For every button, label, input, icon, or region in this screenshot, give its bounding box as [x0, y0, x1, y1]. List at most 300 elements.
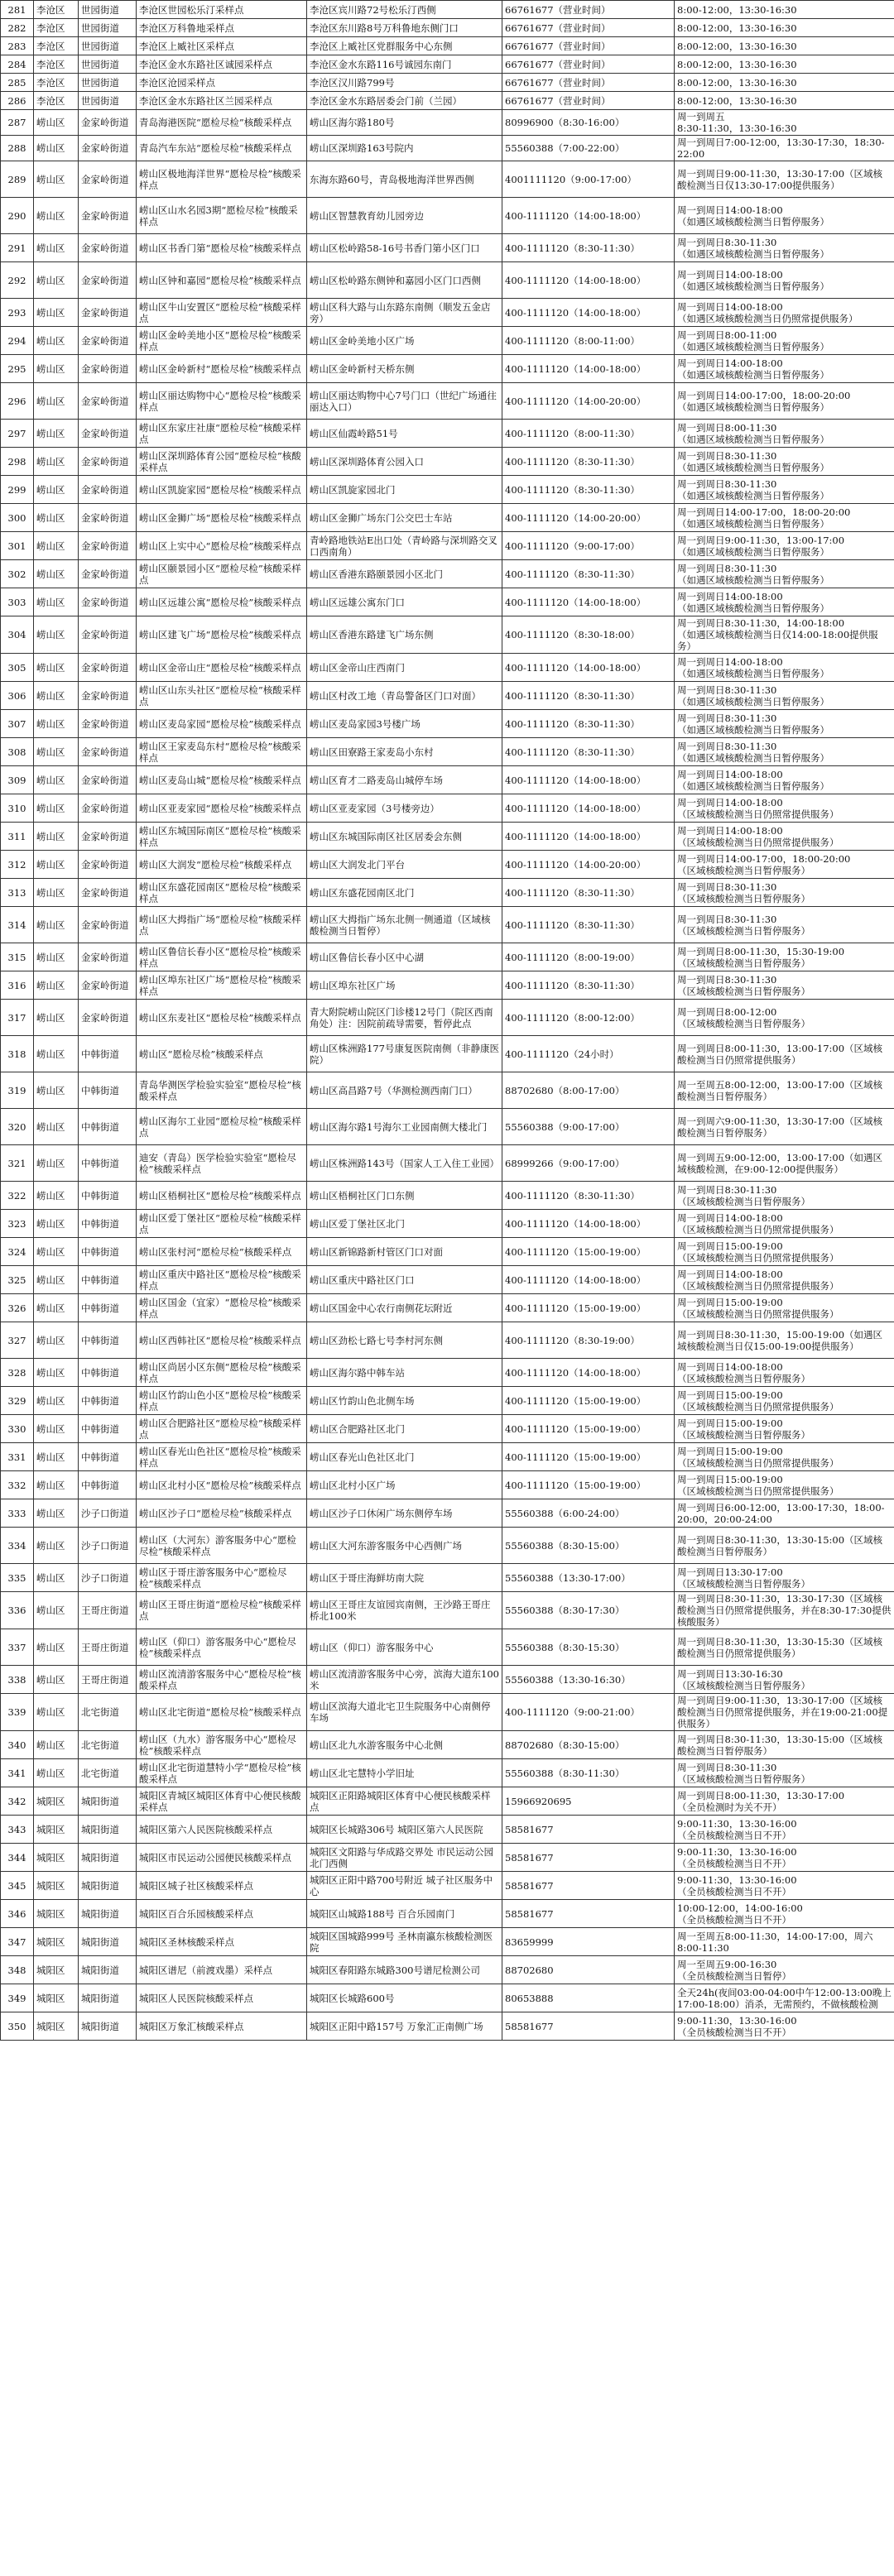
row-district: 崂山区 [34, 532, 79, 560]
row-address: 崂山区金狮广场东门公交巴士车站 [307, 504, 502, 532]
row-number: 290 [1, 198, 34, 234]
row-phone: 400-1111120（9:00-21:00） [502, 1694, 675, 1731]
row-number: 344 [1, 1844, 34, 1872]
row-address: 城阳区文阳路与华成路交界处 市民运动公园北门西侧 [307, 1844, 502, 1872]
row-site-name: 崂山区亚麦家园“愿检尽检”核酸采样点 [137, 794, 307, 823]
row-number: 311 [1, 823, 34, 851]
row-address: 城阳区国城路999号 圣林南瀛东核酸检测医院 [307, 1928, 502, 1956]
row-site-name: 崂山区金狮广场“愿检尽检”核酸采样点 [137, 504, 307, 532]
row-number: 300 [1, 504, 34, 532]
table-row [1, 1984, 894, 2012]
row-street: 世园街道 [79, 19, 137, 37]
row-district: 城阳区 [34, 1928, 79, 1956]
row-district: 崂山区 [34, 766, 79, 794]
row-hours: 周一到周日14:00-18:00 （区域核酸检测当日仍照常提供服务） [675, 1266, 894, 1294]
row-street: 城阳街道 [79, 1928, 137, 1956]
row-site-name: 崂山区（九水）游客服务中心“愿检尽检”核酸采样点 [137, 1731, 307, 1759]
row-site-name: 崂山区西韩社区“愿检尽检”核酸采样点 [137, 1322, 307, 1359]
row-site-name: 崂山区远雄公寓“愿检尽检”核酸采样点 [137, 588, 307, 616]
table-row [1, 794, 894, 823]
table-row [1, 1872, 894, 1900]
table-row [1, 1266, 894, 1294]
row-hours: 周一到周日8:30-11:30 （区域核酸检测当日暂停服务） [675, 879, 894, 907]
row-number: 341 [1, 1759, 34, 1787]
row-district: 崂山区 [34, 907, 79, 943]
row-phone: 400-1111120（8:30-11:30） [502, 448, 675, 476]
row-site-name: 崂山区大润发“愿检尽检”核酸采样点 [137, 851, 307, 879]
row-district: 崂山区 [34, 1629, 79, 1666]
row-address: 崂山区远雄公寓东门口 [307, 588, 502, 616]
row-number: 319 [1, 1072, 34, 1109]
row-street: 中韩街道 [79, 1182, 137, 1210]
table-row [1, 234, 894, 262]
row-district: 崂山区 [34, 1759, 79, 1787]
row-number: 335 [1, 1564, 34, 1592]
row-number: 285 [1, 74, 34, 92]
row-phone: 400-1111120（14:00-18:00） [502, 654, 675, 682]
row-district: 崂山区 [34, 1036, 79, 1072]
row-address: 崂山区爱丁堡社区北门 [307, 1210, 502, 1238]
row-district: 崂山区 [34, 234, 79, 262]
row-phone: 58581677 [502, 1844, 675, 1872]
row-street: 中韩街道 [79, 1322, 137, 1359]
row-phone: 400-1111120（14:00-18:00） [502, 1266, 675, 1294]
row-address: 崂山区北村小区广场 [307, 1471, 502, 1499]
row-hours: 9:00-11:30，13:30-16:00 （全员核酸检测当日不开） [675, 1844, 894, 1872]
row-phone: 400-1111120（9:00-17:00） [502, 532, 675, 560]
row-number: 345 [1, 1872, 34, 1900]
row-number: 313 [1, 879, 34, 907]
row-district: 李沧区 [34, 92, 79, 110]
row-phone: 55560388（8:30-17:30） [502, 1592, 675, 1629]
row-street: 城阳街道 [79, 1872, 137, 1900]
row-street: 中韩街道 [79, 1109, 137, 1145]
row-site-name: 崂山区丽达购物中心“愿检尽检”核酸采样点 [137, 383, 307, 420]
row-hours: 周一到周日8:30-11:30，14:00-18:00 （如遇区域核酸检测当日仅14:00-18:00提供服务） [675, 616, 894, 654]
row-street: 金家岭街道 [79, 907, 137, 943]
table-row [1, 198, 894, 234]
row-number: 308 [1, 738, 34, 766]
table-row [1, 1731, 894, 1759]
row-address: 崂山区合肥路社区北门 [307, 1415, 502, 1443]
table-row [1, 654, 894, 682]
row-site-name: 青岛华测医学检验实验室“愿检尽检”核酸采样点 [137, 1072, 307, 1109]
row-district: 崂山区 [34, 383, 79, 420]
row-district: 崂山区 [34, 616, 79, 654]
row-site-name: 崂山区北村小区“愿检尽检”核酸采样点 [137, 1471, 307, 1499]
row-street: 中韩街道 [79, 1359, 137, 1387]
row-number: 318 [1, 1036, 34, 1072]
row-number: 295 [1, 355, 34, 383]
row-address: 崂山区新锦路新村管区门口对面 [307, 1238, 502, 1266]
row-district: 崂山区 [34, 1694, 79, 1731]
table-row [1, 1592, 894, 1629]
row-site-name: 崂山区沙子口“愿检尽检”核酸采样点 [137, 1499, 307, 1528]
row-site-name: 崂山区钟和嘉园“愿检尽检”核酸采样点 [137, 262, 307, 299]
table-row [1, 92, 894, 110]
row-site-name: 崂山区东家庄社康“愿检尽检”核酸采样点 [137, 420, 307, 448]
row-address: 崂山区东城国际南区社区居委会东侧 [307, 823, 502, 851]
row-hours: 周一到周日14:00-17:00，18:00-20:00 （如遇区域核酸检测当日暂停服务） [675, 383, 894, 420]
row-number: 328 [1, 1359, 34, 1387]
row-address: 城阳区正阳中路157号 万象汇正南侧广场 [307, 2012, 502, 2041]
row-district: 城阳区 [34, 1787, 79, 1816]
row-hours: 周一到周日9:00-11:30，13:30-17:00（区域核酸检测当日仅13:30-17:00提供服务） [675, 161, 894, 198]
row-site-name: 崂山区流清游客服务中心“愿检尽检”核酸采样点 [137, 1666, 307, 1694]
row-site-name: 崂山区东麦社区“愿检尽检”核酸采样点 [137, 1000, 307, 1036]
row-street: 金家岭街道 [79, 355, 137, 383]
row-street: 中韩街道 [79, 1210, 137, 1238]
row-number: 312 [1, 851, 34, 879]
row-district: 崂山区 [34, 738, 79, 766]
row-district: 城阳区 [34, 1816, 79, 1844]
table-row [1, 1072, 894, 1109]
table-row [1, 766, 894, 794]
row-site-name: 城阳区城子社区核酸采样点 [137, 1872, 307, 1900]
row-phone: 88702680（8:30-15:00） [502, 1731, 675, 1759]
row-street: 金家岭街道 [79, 161, 137, 198]
row-address: 崂山区香港东路建飞广场东侧 [307, 616, 502, 654]
table-row [1, 1629, 894, 1666]
row-phone: 400-1111120（14:00-20:00） [502, 383, 675, 420]
row-phone: 400-1111120（8:30-11:30） [502, 476, 675, 504]
row-district: 崂山区 [34, 1666, 79, 1694]
row-street: 金家岭街道 [79, 532, 137, 560]
row-site-name: 崂山区山水名园3期“愿检尽检”核酸采样点 [137, 198, 307, 234]
row-address: 崂山区海尔路1号海尔工业园南侧大楼北门 [307, 1109, 502, 1145]
row-phone: 400-1111120（8:00-11:00） [502, 327, 675, 355]
row-hours: 周一到周日8:30-11:30，13:30-17:30（区域核酸检测当日仍照常提供服务，并在8:30-17:30提供核酸服务） [675, 1592, 894, 1629]
row-site-name: 崂山区“愿检尽检”核酸采样点 [137, 1036, 307, 1072]
row-address: 崂山区北宅慧特小学旧址 [307, 1759, 502, 1787]
row-phone: 400-1111120（14:00-18:00） [502, 355, 675, 383]
row-address: 崂山区丽达购物中心7号门口（世纪广场通往丽达入口） [307, 383, 502, 420]
row-district: 城阳区 [34, 1956, 79, 1984]
row-number: 327 [1, 1322, 34, 1359]
row-street: 中韩街道 [79, 1471, 137, 1499]
row-district: 李沧区 [34, 1, 79, 19]
row-hours: 周一到周日14:00-18:00 （如遇区域核酸检测当日暂停服务） [675, 654, 894, 682]
row-phone: 80996900（8:30-16:00） [502, 110, 675, 136]
row-number: 340 [1, 1731, 34, 1759]
row-site-name: 青岛汽车东站“愿检尽检”核酸采样点 [137, 136, 307, 161]
table-row [1, 971, 894, 1000]
row-number: 297 [1, 420, 34, 448]
row-number: 310 [1, 794, 34, 823]
row-street: 金家岭街道 [79, 943, 137, 971]
row-site-name: 城阳区万象汇核酸采样点 [137, 2012, 307, 2041]
table-row [1, 37, 894, 55]
row-street: 城阳街道 [79, 1900, 137, 1928]
row-street: 中韩街道 [79, 1294, 137, 1322]
row-street: 金家岭街道 [79, 476, 137, 504]
row-site-name: 崂山区极地海洋世界“愿检尽检”核酸采样点 [137, 161, 307, 198]
row-address: 崂山区凯旋家园北门 [307, 476, 502, 504]
row-address: 崂山区株洲路143号（国家人工入住工业园） [307, 1145, 502, 1182]
row-hours: 周一到周日14:00-18:00 （区域核酸检测当日暂停服务） [675, 1359, 894, 1387]
row-site-name: 崂山区王哥庄街道“愿检尽检”核酸采样点 [137, 1592, 307, 1629]
row-district: 崂山区 [34, 1210, 79, 1238]
row-phone: 66761677（营业时间） [502, 74, 675, 92]
row-hours: 周一到周日15:00-19:00 （区域核酸检测当日暂停服务） [675, 1415, 894, 1443]
row-address: 崂山区育才二路麦岛山城停车场 [307, 766, 502, 794]
row-phone: 55560388（8:30-15:30） [502, 1629, 675, 1666]
row-number: 286 [1, 92, 34, 110]
row-number: 283 [1, 37, 34, 55]
row-hours: 周一到周日8:30-11:30 （区域核酸检测当日暂停服务） [675, 1182, 894, 1210]
row-address: 崂山区高昌路7号（华测检测西南门口） [307, 1072, 502, 1109]
table-row [1, 1844, 894, 1872]
row-site-name: 崂山区颐景园小区“愿检尽检”核酸采样点 [137, 560, 307, 588]
row-district: 崂山区 [34, 1145, 79, 1182]
row-phone: 15966920695 [502, 1787, 675, 1816]
row-site-name: 崂山区麦岛家园“愿检尽检”核酸采样点 [137, 710, 307, 738]
row-phone: 400-1111120（8:30-11:30） [502, 907, 675, 943]
row-address: 崂山区大拇指广场东北侧一侧通道（区域核酸检测当日暂停） [307, 907, 502, 943]
row-number: 339 [1, 1694, 34, 1731]
row-number: 347 [1, 1928, 34, 1956]
row-address: 崂山区于哥庄海鲜坊南大院 [307, 1564, 502, 1592]
row-address: 崂山区松岭路东侧钟和嘉园小区门口西侧 [307, 262, 502, 299]
row-phone: 400-1111120（24小时） [502, 1036, 675, 1072]
row-street: 世园街道 [79, 74, 137, 92]
row-phone: 66761677（营业时间） [502, 37, 675, 55]
row-phone: 88702680（8:00-17:00） [502, 1072, 675, 1109]
row-street: 金家岭街道 [79, 1000, 137, 1036]
row-phone: 55560388（7:00-22:00） [502, 136, 675, 161]
row-site-name: 崂山区爱丁堡社区“愿检尽检”核酸采样点 [137, 1210, 307, 1238]
row-site-name: 崂山区金岭美地小区“愿检尽检”核酸采样点 [137, 327, 307, 355]
row-number: 291 [1, 234, 34, 262]
row-address: 崂山区劲松七路七号李村河东侧 [307, 1322, 502, 1359]
row-street: 城阳街道 [79, 1787, 137, 1816]
table-row [1, 532, 894, 560]
row-street: 沙子口街道 [79, 1564, 137, 1592]
row-address: 崂山区北九水游客服务中心北侧 [307, 1731, 502, 1759]
row-address: 崂山区株洲路177号康复医院南侧（非静康医院） [307, 1036, 502, 1072]
row-hours: 周一到周日8:00-11:30，13:30-17:00 （全员检测时为关不开） [675, 1787, 894, 1816]
row-address: 崂山区智慧教育幼儿园旁边 [307, 198, 502, 234]
row-district: 崂山区 [34, 943, 79, 971]
row-district: 崂山区 [34, 823, 79, 851]
row-street: 金家岭街道 [79, 794, 137, 823]
row-phone: 400-1111120（15:00-19:00） [502, 1294, 675, 1322]
table-row [1, 1, 894, 19]
row-phone: 400-1111120（14:00-18:00） [502, 198, 675, 234]
row-site-name: 李沧区世园松乐汀采样点 [137, 1, 307, 19]
row-phone: 55560388（8:30-15:00） [502, 1528, 675, 1564]
row-district: 崂山区 [34, 1471, 79, 1499]
row-site-name: 城阳区谱尼（前渡戏墨）采样点 [137, 1956, 307, 1984]
row-district: 崂山区 [34, 327, 79, 355]
table-row [1, 1900, 894, 1928]
row-number: 324 [1, 1238, 34, 1266]
row-phone: 58581677 [502, 1900, 675, 1928]
row-number: 331 [1, 1443, 34, 1471]
row-phone: 400-1111120（15:00-19:00） [502, 1387, 675, 1415]
row-hours: 周一至周五9:00-16:30 （全员核酸检测当日暂停） [675, 1956, 894, 1984]
row-hours: 8:00-12:00，13:30-16:30 [675, 19, 894, 37]
table-row [1, 1816, 894, 1844]
row-site-name: 崂山区北宅街道“愿检尽检”核酸采样点 [137, 1694, 307, 1731]
row-district: 城阳区 [34, 1984, 79, 2012]
row-address: 城阳区正阳路城阳区体育中心便民核酸采样点 [307, 1787, 502, 1816]
row-hours: 周一到周日13:30-16:30 （区域核酸检测当日暂停服务） [675, 1666, 894, 1694]
row-address: 崂山区村改工地（青岛警备区门口对面） [307, 682, 502, 710]
row-hours: 8:00-12:00，13:30-16:30 [675, 1, 894, 19]
row-district: 城阳区 [34, 1844, 79, 1872]
row-street: 金家岭街道 [79, 654, 137, 682]
row-hours: 周一到周日14:00-18:00 （如遇区域核酸检测当日暂停服务） [675, 588, 894, 616]
row-phone: 400-1111120（8:30-11:30） [502, 879, 675, 907]
row-number: 325 [1, 1266, 34, 1294]
table-row [1, 355, 894, 383]
row-number: 326 [1, 1294, 34, 1322]
row-number: 316 [1, 971, 34, 1000]
row-address: 城阳区长城路306号 城阳区第六人民医院 [307, 1816, 502, 1844]
row-number: 296 [1, 383, 34, 420]
table-row [1, 1499, 894, 1528]
row-phone: 400-1111120（8:00-19:00） [502, 943, 675, 971]
row-district: 崂山区 [34, 1000, 79, 1036]
row-street: 金家岭街道 [79, 327, 137, 355]
row-hours: 周一到周日15:00-19:00 （区域核酸检测当日仍照常提供服务） [675, 1238, 894, 1266]
row-district: 李沧区 [34, 74, 79, 92]
row-district: 城阳区 [34, 1900, 79, 1928]
row-district: 崂山区 [34, 682, 79, 710]
row-street: 城阳街道 [79, 1816, 137, 1844]
row-address: 李沧区东川路8号万科鲁地东侧门口 [307, 19, 502, 37]
row-address: 李沧区汉川路799号 [307, 74, 502, 92]
row-hours: 周一至周五8:00-12:00，13:00-17:00（区域核酸检测当日暂停服务） [675, 1072, 894, 1109]
table-row [1, 1359, 894, 1387]
row-phone: 400-1111120（8:30-11:30） [502, 1182, 675, 1210]
row-address: 崂山区沙子口休闲广场东侧停车场 [307, 1499, 502, 1528]
row-district: 崂山区 [34, 1182, 79, 1210]
row-district: 崂山区 [34, 198, 79, 234]
row-number: 338 [1, 1666, 34, 1694]
row-hours: 8:00-12:00，13:30-16:30 [675, 92, 894, 110]
table-row [1, 1210, 894, 1238]
row-district: 崂山区 [34, 1528, 79, 1564]
row-street: 金家岭街道 [79, 448, 137, 476]
row-district: 城阳区 [34, 2012, 79, 2041]
row-phone: 66761677（营业时间） [502, 55, 675, 74]
table-row [1, 55, 894, 74]
row-hours: 周一到周日8:30-11:30 （如遇区域核酸检测当日暂停服务） [675, 560, 894, 588]
row-address: 崂山区金岭美地小区广场 [307, 327, 502, 355]
row-number: 315 [1, 943, 34, 971]
row-site-name: 李沧区金水东路社区兰园采样点 [137, 92, 307, 110]
table-row [1, 1238, 894, 1266]
row-district: 崂山区 [34, 560, 79, 588]
row-address: 崂山区埠东社区广场 [307, 971, 502, 1000]
row-district: 崂山区 [34, 504, 79, 532]
row-street: 中韩街道 [79, 1415, 137, 1443]
row-district: 崂山区 [34, 448, 79, 476]
row-site-name: 崂山区春光山色社区“愿检尽检”核酸采样点 [137, 1443, 307, 1471]
row-address: 崂山区（仰口）游客服务中心 [307, 1629, 502, 1666]
row-address: 李沧区金水东路居委会门前（兰园） [307, 92, 502, 110]
row-site-name: 崂山区东城国际南区“愿检尽检”核酸采样点 [137, 823, 307, 851]
row-hours: 周一到周日13:30-17:00 （区域核酸检测当日暂停服务） [675, 1564, 894, 1592]
row-hours: 8:00-12:00，13:30-16:30 [675, 37, 894, 55]
row-hours: 周一到周日8:00-11:00 （如遇区域核酸检测当日暂停服务） [675, 327, 894, 355]
table-row [1, 1387, 894, 1415]
row-district: 崂山区 [34, 1415, 79, 1443]
row-address: 崂山区鲁信长春小区中心湖 [307, 943, 502, 971]
row-number: 350 [1, 2012, 34, 2041]
row-hours: 周一到周日8:30-11:30，15:00-19:00（如遇区域核酸检测当日仅15:00-19:00提供服务） [675, 1322, 894, 1359]
row-street: 王哥庄街道 [79, 1629, 137, 1666]
row-phone: 400-1111120（14:00-18:00） [502, 262, 675, 299]
table-row [1, 1564, 894, 1592]
row-hours: 周一到周日8:00-12:00 （区域核酸检测当日暂停服务） [675, 1000, 894, 1036]
row-district: 崂山区 [34, 1322, 79, 1359]
row-number: 307 [1, 710, 34, 738]
row-street: 沙子口街道 [79, 1528, 137, 1564]
row-site-name: 崂山区海尔工业园“愿检尽检”核酸采样点 [137, 1109, 307, 1145]
row-address: 崂山区重庆中路社区门口 [307, 1266, 502, 1294]
row-address: 城阳区山城路188号 百合乐园南门 [307, 1900, 502, 1928]
row-street: 金家岭街道 [79, 110, 137, 136]
row-site-name: 崂山区鲁信长春小区“愿检尽检”核酸采样点 [137, 943, 307, 971]
row-phone: 55560388（9:00-17:00） [502, 1109, 675, 1145]
row-number: 337 [1, 1629, 34, 1666]
row-district: 城阳区 [34, 1872, 79, 1900]
row-site-name: 崂山区尚居小区东侧“愿检尽检”核酸采样点 [137, 1359, 307, 1387]
row-address: 崂山区松岭路58-16号书香门第小区门口 [307, 234, 502, 262]
row-number: 317 [1, 1000, 34, 1036]
row-site-name: 崂山区于哥庄游客服务中心“愿检尽检”核酸采样点 [137, 1564, 307, 1592]
row-district: 崂山区 [34, 1443, 79, 1471]
row-address: 崂山区王哥庄友谊园宾南侧，王沙路王哥庄桥北100米 [307, 1592, 502, 1629]
table-row [1, 1294, 894, 1322]
row-number: 302 [1, 560, 34, 588]
row-number: 314 [1, 907, 34, 943]
row-street: 城阳街道 [79, 2012, 137, 2041]
row-district: 崂山区 [34, 1387, 79, 1415]
row-site-name: 崂山区重庆中路社区“愿检尽检”核酸采样点 [137, 1266, 307, 1294]
row-phone: 400-1111120（14:00-20:00） [502, 504, 675, 532]
row-hours: 9:00-11:30，13:30-16:00 （全员核酸检测当日不开） [675, 2012, 894, 2041]
row-hours: 8:00-12:00，13:30-16:30 [675, 74, 894, 92]
row-number: 336 [1, 1592, 34, 1629]
row-number: 322 [1, 1182, 34, 1210]
row-street: 北宅街道 [79, 1731, 137, 1759]
row-number: 305 [1, 654, 34, 682]
table-row [1, 2012, 894, 2041]
row-number: 306 [1, 682, 34, 710]
row-street: 世园街道 [79, 1, 137, 19]
row-number: 294 [1, 327, 34, 355]
table-row [1, 710, 894, 738]
row-site-name: 崂山区合肥路社区“愿检尽检”核酸采样点 [137, 1415, 307, 1443]
row-hours: 周一到周日14:00-17:00，18:00-20:00 （区域核酸检测当日暂停服务） [675, 851, 894, 879]
row-site-name: 城阳区圣林核酸采样点 [137, 1928, 307, 1956]
row-number: 292 [1, 262, 34, 299]
row-street: 沙子口街道 [79, 1499, 137, 1528]
table-row [1, 943, 894, 971]
row-district: 崂山区 [34, 1731, 79, 1759]
row-street: 金家岭街道 [79, 560, 137, 588]
row-address: 城阳区春阳路东城路300号谱尼检测公司 [307, 1956, 502, 1984]
row-street: 金家岭街道 [79, 851, 137, 879]
row-street: 世园街道 [79, 55, 137, 74]
row-address: 崂山区仙霞岭路51号 [307, 420, 502, 448]
row-phone: 400-1111120（8:00-12:00） [502, 1000, 675, 1036]
row-district: 崂山区 [34, 851, 79, 879]
